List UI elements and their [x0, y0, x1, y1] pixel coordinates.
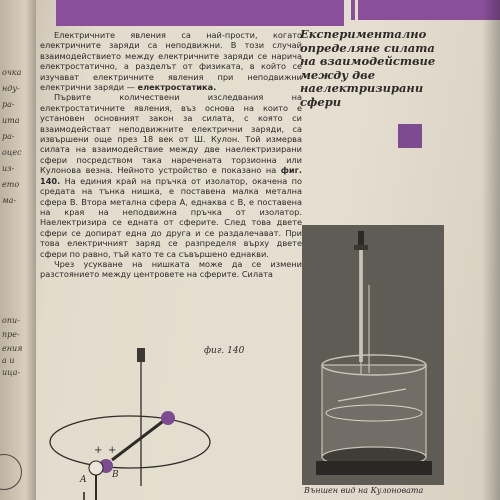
- margin-fragment: ето: [2, 180, 20, 189]
- margin-fragment: ра-: [2, 100, 15, 109]
- torsion-head: [358, 231, 364, 247]
- purple-square-marker: [398, 124, 422, 148]
- margin-fragment: опи-: [2, 316, 20, 325]
- page-gutter-shadow: [482, 0, 500, 500]
- thread-holder: [137, 348, 145, 362]
- paragraph-1: Електричните явления са най-прости, когато електричните заряди са неподвижни. В този случай взаимодействието между електричните заряди се нарича електростатично, а разделът от физиката, в който се изучават електричните явления при неподвижни електрични заряди — електростатика.: [40, 30, 302, 93]
- sphere-b-label: B: [112, 470, 119, 480]
- photo-caption: Външен вид на Кулоновата: [304, 486, 424, 495]
- counterweight-sphere: [161, 411, 175, 425]
- purple-header-bar-right: [351, 0, 500, 20]
- margin-fragment: оцес: [2, 148, 22, 157]
- term-electrostatics: електростатика.: [137, 82, 217, 93]
- coulomb-balance-illustration: [302, 225, 444, 485]
- margin-fragment: ения: [2, 344, 23, 353]
- wooden-base: [316, 461, 432, 475]
- margin-fragment: ица-: [2, 368, 21, 377]
- paragraph-3: Чрез усукване на нишката може да се измени разстоянието между центровете на сферите. Силата: [40, 258, 302, 280]
- margin-circle-decoration: [0, 454, 22, 490]
- margin-fragment: нду-: [2, 84, 20, 93]
- paragraph-2: Първите количествени изследвания на електростатичните явления, въз основа на които е установен основният закон за силата, с която си взаимодействат неподвижните електрични заряди, са извършени още през 18 век от Ш. Кулон. Той измерва силата на взаимодействие между две наелектризирани сфери посредством така наречената торзионна или Кулонова везна. Нейното устройство е показано на фиг. 140. На единия край на пръчка от изолатор, окачена по средата на тънка нишка, е поставена малка метална сфера B. Втора метална сфера A, еднаква с B, е поставена на края на неподвижна пръчка от изолатор. Наелектризира се едната от сферите. След това двете сфери се допират една до друга и се раздалечават. При това електричният заряд се разпределя върху двете сфери по равно, тъй като те са съвършено еднакви.: [40, 92, 302, 259]
- plus-sign-b: +: [108, 445, 117, 456]
- margin-fragment: ма-: [2, 196, 17, 205]
- margin-fragment: ра-: [2, 132, 15, 141]
- torsion-balance-diagram: [40, 336, 302, 500]
- horizontal-circle: [50, 416, 210, 468]
- glass-cylinder: [322, 365, 426, 457]
- figure-label: фиг. 140: [204, 346, 245, 356]
- sphere-a-label: A: [80, 475, 87, 485]
- purple-header-bar: [56, 0, 344, 26]
- margin-fragment: очка: [2, 68, 22, 77]
- margin-fragment: ита: [2, 116, 20, 125]
- figure-reference: фиг. 140.: [40, 165, 302, 186]
- torsion-head-cap: [354, 245, 368, 250]
- plus-sign-a: +: [94, 445, 103, 456]
- margin-fragment: а и: [2, 356, 15, 365]
- margin-fragment: из-: [2, 164, 15, 173]
- sidebar-title: Експериментално определяне силата на взаимодействие между две наелектризирани сфери: [300, 27, 436, 109]
- sphere-a: [89, 461, 103, 475]
- fixed-rod: [368, 285, 370, 373]
- coulomb-balance-photo: [302, 225, 444, 485]
- insulating-rod: [112, 419, 166, 460]
- figure-140: [40, 336, 302, 500]
- margin-fragment: пре-: [2, 330, 20, 339]
- header-bar-gap: [355, 0, 358, 20]
- previous-page-edge: [0, 0, 36, 500]
- main-text-column: [40, 30, 302, 280]
